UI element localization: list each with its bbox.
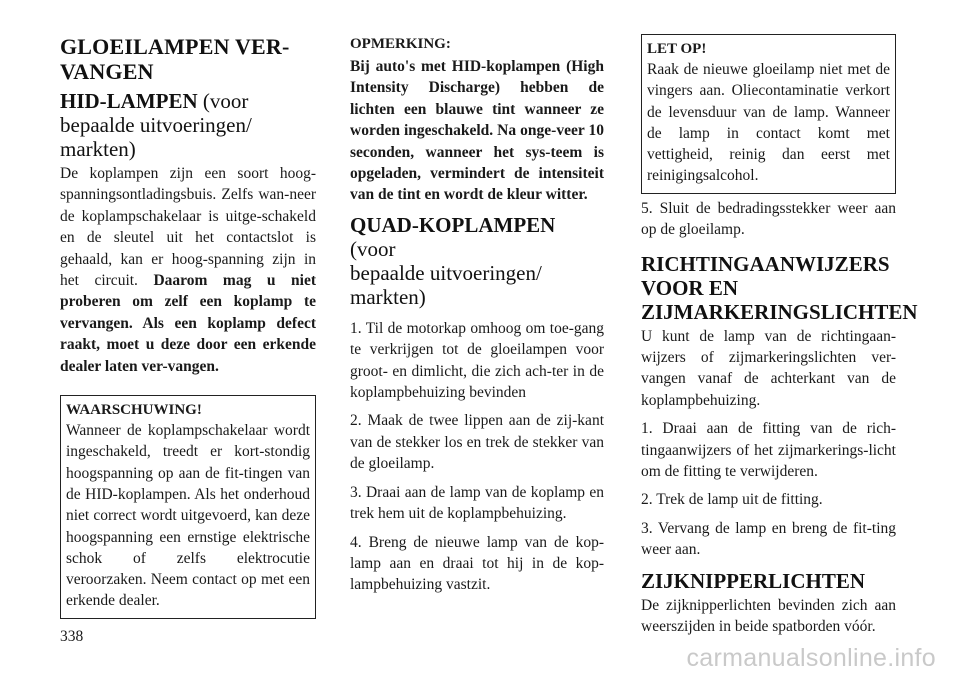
column-left: [60, 34, 316, 619]
page-number: 338: [60, 628, 84, 645]
heading-quad-koplampen: [350, 213, 604, 309]
heading-richtingaanwijzers: RICHTINGAANWIJZERS VOOR EN ZIJMARKERINGSLICHTEN: [641, 251, 918, 324]
heading-hid-lampen-bold: HID-LAMPEN: [60, 89, 203, 113]
watermark: carmanualsonline.info: [686, 644, 936, 672]
warning-title: WAARSCHUWING!: [66, 402, 202, 419]
hid-paragraph: [60, 163, 316, 377]
richting-paragraph: U kunt de lamp van de richtingaan-wijzers of zijmarkeringslichten ver-vangen vanaf de achterkant van de koplampbehuizing.: [641, 327, 896, 409]
note-title: OPMERKING:: [350, 36, 451, 52]
caution-box: [641, 34, 896, 194]
hid-paragraph-bold: Daarom mag u niet proberen om zelf een koplamp te vervangen. Als een koplamp defect raakt, moet u deze door een erkende dealer laten ver-vangen.: [60, 272, 316, 375]
caution-title: LET OP!: [647, 41, 707, 57]
note-text: Bij auto's met HID-koplampen (High Intensity Discharge) hebben de lichten een blauwe tint wanneer ze worden ingeschakeld. Na onge-veer 10 seconden, wanneer het sys-teem is opgeladen, vermindert de intensiteit van de tint en wordt de kleur witter.: [350, 58, 604, 204]
zijknipper-paragraph: De zijknipperlichten bevinden zich aan weerszijden in beide spatborden vóór.: [641, 596, 896, 636]
quad-step-3: 3. Draai aan de lamp van de koplamp en trek hem uit de koplampbehuizing.: [350, 483, 604, 523]
column-right: [641, 34, 918, 637]
quad-step-1: 1. Til de motorkap omhoog om toe-gang te verkrijgen tot de gloeilampen voor groot- en dimlicht, die zich ach-ter in de koplampbehuizing bevinden: [350, 319, 604, 402]
heading-hid-lampen-paren: (voor bepaalde uitvoeringen/ markten): [60, 89, 252, 161]
heading-quad-bold: QUAD-KOPLAMPEN: [350, 212, 556, 237]
warning-box: [60, 395, 316, 619]
heading-gloeilampen-vervangen: GLOEILAMPEN VER- VANGEN: [60, 34, 290, 84]
heading-hid-lampen: [60, 89, 316, 161]
hid-paragraph-normal: De koplampen zijn een soort hoog-spanningsontladingsbuis. Zelfs wan-neer de koplampschakelaar is uitge-schakeld en de sleutel uit het contactslot is gehaald, kan er hoog-spanning zijn in het circuit.: [60, 165, 316, 290]
step-5: 5. Sluit de bedradingsstekker weer aan op de gloeilamp.: [641, 199, 896, 239]
richting-step-3: 3. Vervang de lamp en breng de fit-ting weer aan.: [641, 519, 896, 559]
quad-step-2: 2. Maak de twee lippen aan de zij-kant van de stekker los en trek de stekker van de gloeilamp.: [350, 412, 604, 473]
warning-text: Wanneer de koplampschakelaar wordt ingeschakeld, treedt er kort-stondig hoogspanning op aan de fit-tingen van de HID-koplampen. Als het onderhoud niet correct wordt uitgevoerd, kan deze hoogspanning een ernstige elektrische schok of zelfs elektrocutie veroorzaken. Neem contact op met een erkende dealer.: [66, 422, 310, 610]
richting-step-2: 2. Trek de lamp uit de fitting.: [641, 491, 823, 509]
heading-zijknipperlichten: ZIJKNIPPERLICHTEN: [641, 568, 866, 593]
richting-step-1: 1. Draai aan de fitting van de rich-tingaanwijzers of het zijmarkerings-licht om de fitting te verwijderen.: [641, 420, 896, 481]
caution-text: Raak de nieuwe gloeilamp niet met de vingers aan. Oliecontaminatie verkort de levensduur van de lamp. Wanneer de lamp in contact komt met vettigheid, reinig dan eerst met reinigingsalcohol.: [647, 61, 890, 185]
heading-quad-paren: (voor bepaalde uitvoeringen/ markten): [350, 236, 542, 309]
column-middle: [350, 34, 604, 596]
quad-step-4: 4. Breng de nieuwe lamp van de kop-lamp aan en draai tot hij in de kop-lampbehuizing vastzit.: [350, 533, 604, 594]
